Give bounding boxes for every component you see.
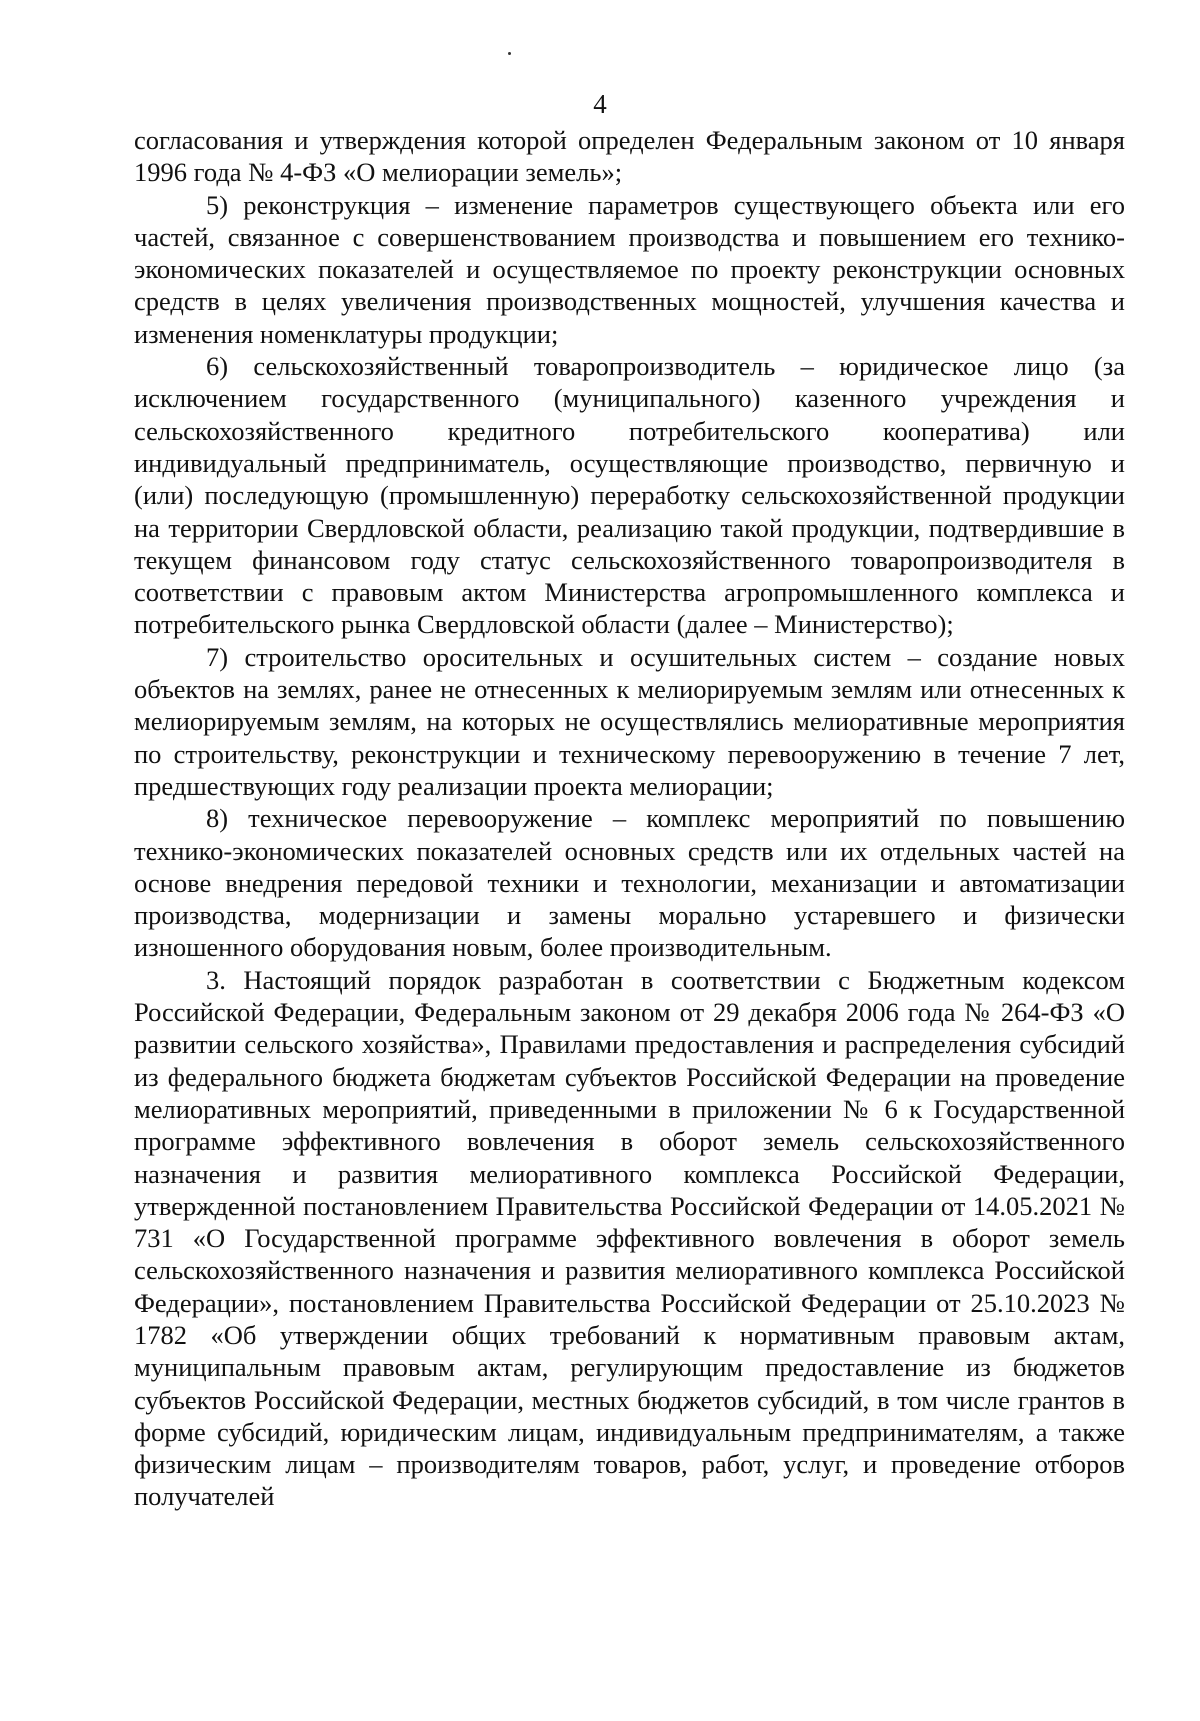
scan-speck (508, 52, 511, 55)
document-body (134, 124, 1125, 1513)
paragraph-item-7: 7) строительство оросительных и осушительных систем – создание новых объектов на землях, ранее не отнесенных к мелиорируемым землям или отнесенных к мелиорируемым землям, на которых не осуществлялись мелиоративные мероприятия по строительству, реконструкции и техническому перевооружению в течение 7 лет, предшествующих году реализации проекта мелиорации; (134, 641, 1125, 801)
page-number: 4 (593, 89, 607, 119)
paragraph-item-5: 5) реконструкция – изменение параметров существующего объекта или его частей, связанное с совершенствованием производства и повышением его технико-экономических показателей и осуществляемое по проекту реконструкции основных средств в целях увеличения производственных мощностей, улучшения качества и изменения номенклатуры продукции; (134, 189, 1125, 349)
paragraph-item-6: 6) сельскохозяйственный товаропроизводитель – юридическое лицо (за исключением государственного (муниципального) казенного учреждения и сельскохозяйственного кредитного потребительского кооператива) или индивидуальный предприниматель, осуществляющие производство, первичную и (или) последующую (промышленную) переработку сельскохозяйственной продукции на территории Свердловской области, реализацию такой продукции, подтвердившие в текущем финансовом году статус сельскохозяйственного товаропроизводителя в соответствии с правовым актом Министерства агропромышленного комплекса и потребительского рынка Свердловской области (далее – Министерство); (134, 351, 1125, 640)
paragraph-section-3: 3. Настоящий порядок разработан в соответствии с Бюджетным кодексом Российской Федерации, Федеральным законом от 29 декабря 2006 года № 264-ФЗ «О развитии сельского хозяйства», Правилами предоставления и распределения субсидий из федерального бюджета бюджетам субъектов Российской Федерации на проведение мелиоративных мероприятий, приведенными в приложении № 6 к Государственной программе эффективного вовлечения в оборот земель сельскохозяйственного назначения и развития мелиоративного комплекса Российской Федерации, утвержденной постановлением Правительства Российской Федерации от 14.05.2021 № 731 «О Государственной программе эффективного вовлечения в оборот земель сельскохозяйственного назначения и развития мелиоративного комплекса Российской Федерации», постановлением Правительства Российской Федерации от 25.10.2023 № 1782 «Об утверждении общих требований к нормативным правовым актам, муниципальным правовым актам, регулирующим предоставление из бюджетов субъектов Российской Федерации, местных бюджетов субсидий, в том числе грантов в форме субсидий, юридическим лицам, индивидуальным предпринимателям, а также физическим лицам – производителям товаров, работ, услуг, и проведение отборов получателей (134, 964, 1125, 1512)
paragraph-item-8: 8) техническое перевооружение – комплекс мероприятий по повышению технико-экономических показателей основных средств или их отдельных частей на основе внедрения передовой техники и технологии, механизации и автоматизации производства, модернизации и замены морально устаревшего и физически изношенного оборудования новым, более производительным. (134, 803, 1125, 963)
paragraph-continuation: согласования и утверждения которой определен Федеральным законом от 10 января 1996 года № 4-ФЗ «О мелиорации земель»; (134, 125, 1125, 188)
